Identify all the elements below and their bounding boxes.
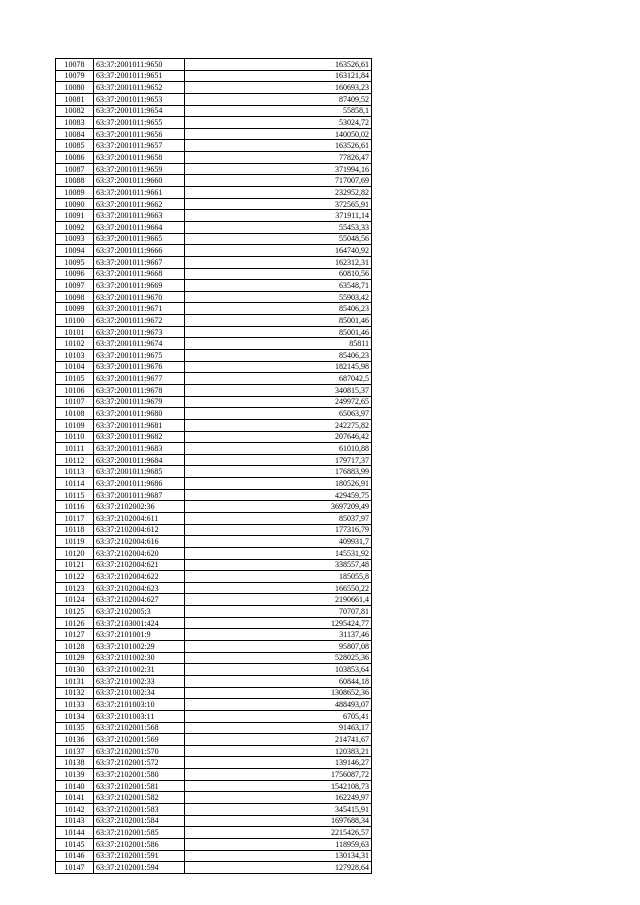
table-row	[56, 466, 372, 478]
table-row	[56, 827, 372, 839]
cadastral-number-cell: 63:37:2001011:9678	[94, 384, 185, 396]
row-number-cell: 10116	[56, 501, 94, 513]
row-number-cell: 10078	[56, 59, 94, 71]
table-row	[56, 210, 372, 222]
cadastral-number-cell: 63:37:2001011:9653	[94, 93, 185, 105]
value-cell: 145531,92	[185, 547, 372, 559]
table-row	[56, 606, 372, 618]
table-row	[56, 350, 372, 362]
cadastral-number-cell: 63:37:2101003:10	[94, 699, 185, 711]
cadastral-number-cell: 63:37:2102004:620	[94, 547, 185, 559]
value-cell: 61010,88	[185, 443, 372, 455]
cadastral-number-cell: 63:37:2101003:11	[94, 710, 185, 722]
value-cell: 371994,16	[185, 163, 372, 175]
cadastral-number-cell: 63:37:2102001:591	[94, 850, 185, 862]
table-row	[56, 838, 372, 850]
row-number-cell: 10123	[56, 582, 94, 594]
row-number-cell: 10109	[56, 419, 94, 431]
cadastral-number-cell: 63:37:2102001:569	[94, 734, 185, 746]
value-cell: 232952,82	[185, 187, 372, 199]
row-number-cell: 10080	[56, 82, 94, 94]
row-number-cell: 10127	[56, 629, 94, 641]
cadastral-number-cell: 63:37:2001011:9661	[94, 187, 185, 199]
row-number-cell: 10083	[56, 117, 94, 129]
cadastral-number-cell: 63:37:2102001:568	[94, 722, 185, 734]
table-row	[56, 536, 372, 548]
row-number-cell: 10110	[56, 431, 94, 443]
value-cell: 65063,97	[185, 408, 372, 420]
row-number-cell: 10124	[56, 594, 94, 606]
cadastral-number-cell: 63:37:2102004:621	[94, 559, 185, 571]
cadastral-number-cell: 63:37:2101002:29	[94, 641, 185, 653]
value-cell: 162249,97	[185, 792, 372, 804]
table-row	[56, 571, 372, 583]
value-cell: 242275,82	[185, 419, 372, 431]
table-row	[56, 221, 372, 233]
cadastral-number-cell: 63:37:2102001:581	[94, 780, 185, 792]
row-number-cell: 10107	[56, 396, 94, 408]
row-number-cell: 10125	[56, 606, 94, 618]
cadastral-number-cell: 63:37:2102001:594	[94, 862, 185, 874]
cadastral-number-cell: 63:37:2102004:611	[94, 512, 185, 524]
table-row	[56, 291, 372, 303]
table-row	[56, 582, 372, 594]
table-row	[56, 501, 372, 513]
value-cell: 140050,02	[185, 128, 372, 140]
table-row	[56, 734, 372, 746]
table-row	[56, 59, 372, 71]
row-number-cell: 10090	[56, 198, 94, 210]
cadastral-number-cell: 63:37:2001011:9655	[94, 117, 185, 129]
table-row	[56, 361, 372, 373]
table-row	[56, 152, 372, 164]
value-cell: 160693,23	[185, 82, 372, 94]
value-cell: 31137,46	[185, 629, 372, 641]
table-row	[56, 198, 372, 210]
row-number-cell: 10140	[56, 780, 94, 792]
value-cell: 6705,41	[185, 710, 372, 722]
row-number-cell: 10131	[56, 675, 94, 687]
row-number-cell: 10145	[56, 838, 94, 850]
row-number-cell: 10133	[56, 699, 94, 711]
table-row	[56, 93, 372, 105]
cadastral-number-cell: 63:37:2001011:9669	[94, 280, 185, 292]
table-row	[56, 594, 372, 606]
table-row	[56, 245, 372, 257]
row-number-cell: 10089	[56, 187, 94, 199]
row-number-cell: 10084	[56, 128, 94, 140]
value-cell: 1295424,77	[185, 617, 372, 629]
cadastral-number-cell: 63:37:2102001:586	[94, 838, 185, 850]
value-cell: 338557,48	[185, 559, 372, 571]
value-cell: 63548,71	[185, 280, 372, 292]
row-number-cell: 10097	[56, 280, 94, 292]
value-cell: 207646,42	[185, 431, 372, 443]
value-cell: 55903,42	[185, 291, 372, 303]
row-number-cell: 10136	[56, 734, 94, 746]
value-cell: 85406,23	[185, 350, 372, 362]
cadastral-number-cell: 63:37:2001011:9681	[94, 419, 185, 431]
table-row	[56, 489, 372, 501]
value-cell: 182145,98	[185, 361, 372, 373]
cadastral-number-cell: 63:37:2001011:9651	[94, 70, 185, 82]
row-number-cell: 10111	[56, 443, 94, 455]
value-cell: 87409,52	[185, 93, 372, 105]
cadastral-number-cell: 63:37:2001011:9666	[94, 245, 185, 257]
row-number-cell: 10120	[56, 547, 94, 559]
table-row	[56, 128, 372, 140]
cadastral-number-cell: 63:37:2102001:572	[94, 757, 185, 769]
value-cell: 2190661,4	[185, 594, 372, 606]
row-number-cell: 10138	[56, 757, 94, 769]
cadastral-number-cell: 63:37:2001011:9656	[94, 128, 185, 140]
cadastral-number-cell: 63:37:2101002:34	[94, 687, 185, 699]
value-cell: 687042,5	[185, 373, 372, 385]
value-cell: 164740,92	[185, 245, 372, 257]
table-row	[56, 710, 372, 722]
value-cell: 372565,91	[185, 198, 372, 210]
value-cell: 340815,37	[185, 384, 372, 396]
table-row	[56, 117, 372, 129]
cadastral-number-cell: 63:37:2001011:9659	[94, 163, 185, 175]
table-row	[56, 268, 372, 280]
row-number-cell: 10101	[56, 326, 94, 338]
value-cell: 127928,64	[185, 862, 372, 874]
cadastral-number-cell: 63:37:2001011:9679	[94, 396, 185, 408]
row-number-cell: 10087	[56, 163, 94, 175]
row-number-cell: 10137	[56, 745, 94, 757]
cadastral-number-cell: 63:37:2102004:616	[94, 536, 185, 548]
row-number-cell: 10081	[56, 93, 94, 105]
cadastral-number-cell: 63:37:2102001:583	[94, 804, 185, 816]
value-cell: 163526,61	[185, 140, 372, 152]
value-cell: 55048,56	[185, 233, 372, 245]
table-row	[56, 163, 372, 175]
row-number-cell: 10098	[56, 291, 94, 303]
row-number-cell: 10102	[56, 338, 94, 350]
cadastral-number-cell: 63:37:2101001:9	[94, 629, 185, 641]
table-row	[56, 280, 372, 292]
row-number-cell: 10082	[56, 105, 94, 117]
row-number-cell: 10094	[56, 245, 94, 257]
table-row	[56, 338, 372, 350]
value-cell: 1542108,73	[185, 780, 372, 792]
value-cell: 176883,99	[185, 466, 372, 478]
row-number-cell: 10085	[56, 140, 94, 152]
value-cell: 185055,8	[185, 571, 372, 583]
table-row	[56, 641, 372, 653]
row-number-cell: 10105	[56, 373, 94, 385]
table-row	[56, 175, 372, 187]
value-cell: 60810,56	[185, 268, 372, 280]
table-row	[56, 140, 372, 152]
row-number-cell: 10079	[56, 70, 94, 82]
value-cell: 528025,36	[185, 652, 372, 664]
cadastral-number-cell: 63:37:2001011:9670	[94, 291, 185, 303]
cadastral-number-cell: 63:37:2102001:584	[94, 815, 185, 827]
cadastral-number-cell: 63:37:2001011:9683	[94, 443, 185, 455]
row-number-cell: 10134	[56, 710, 94, 722]
cadastral-number-cell: 63:37:2102001:570	[94, 745, 185, 757]
row-number-cell: 10106	[56, 384, 94, 396]
data-table	[55, 58, 372, 874]
cadastral-number-cell: 63:37:2102004:612	[94, 524, 185, 536]
table-row	[56, 454, 372, 466]
row-number-cell: 10088	[56, 175, 94, 187]
table-row	[56, 675, 372, 687]
row-number-cell: 10117	[56, 512, 94, 524]
value-cell: 85406,23	[185, 303, 372, 315]
row-number-cell: 10100	[56, 315, 94, 327]
cadastral-number-cell: 63:37:2001011:9673	[94, 326, 185, 338]
value-cell: 130134,31	[185, 850, 372, 862]
value-cell: 85811	[185, 338, 372, 350]
table-row	[56, 815, 372, 827]
table-row	[56, 233, 372, 245]
value-cell: 2215426,57	[185, 827, 372, 839]
row-number-cell: 10114	[56, 478, 94, 490]
value-cell: 163121,84	[185, 70, 372, 82]
value-cell: 177316,79	[185, 524, 372, 536]
cadastral-number-cell: 63:37:2102001:585	[94, 827, 185, 839]
value-cell: 95807,08	[185, 641, 372, 653]
cadastral-number-cell: 63:37:2103001:424	[94, 617, 185, 629]
value-cell: 371911,14	[185, 210, 372, 222]
value-cell: 139146,27	[185, 757, 372, 769]
cadastral-number-cell: 63:37:2101002:30	[94, 652, 185, 664]
table-row	[56, 256, 372, 268]
table-row	[56, 70, 372, 82]
cadastral-number-cell: 63:37:2001011:9667	[94, 256, 185, 268]
table-row	[56, 687, 372, 699]
value-cell: 120383,21	[185, 745, 372, 757]
row-number-cell: 10113	[56, 466, 94, 478]
table-row	[56, 780, 372, 792]
value-cell: 180526,91	[185, 478, 372, 490]
table-row	[56, 303, 372, 315]
value-cell: 91463,17	[185, 722, 372, 734]
table-row	[56, 629, 372, 641]
table-row	[56, 547, 372, 559]
row-number-cell: 10104	[56, 361, 94, 373]
cadastral-number-cell: 63:37:2102004:627	[94, 594, 185, 606]
table-row	[56, 478, 372, 490]
table-row	[56, 524, 372, 536]
cadastral-number-cell: 63:37:2001011:9654	[94, 105, 185, 117]
table-row	[56, 396, 372, 408]
table-row	[56, 82, 372, 94]
cadastral-number-cell: 63:37:2001011:9672	[94, 315, 185, 327]
value-cell: 409931,7	[185, 536, 372, 548]
row-number-cell: 10118	[56, 524, 94, 536]
value-cell: 488493,07	[185, 699, 372, 711]
row-number-cell: 10095	[56, 256, 94, 268]
row-number-cell: 10128	[56, 641, 94, 653]
table-row	[56, 105, 372, 117]
cadastral-number-cell: 63:37:2102002:36	[94, 501, 185, 513]
table-row	[56, 617, 372, 629]
value-cell: 162312,31	[185, 256, 372, 268]
row-number-cell: 10119	[56, 536, 94, 548]
row-number-cell: 10108	[56, 408, 94, 420]
row-number-cell: 10091	[56, 210, 94, 222]
cadastral-number-cell: 63:37:2001011:9650	[94, 59, 185, 71]
cadastral-number-cell: 63:37:2101002:31	[94, 664, 185, 676]
table-row	[56, 664, 372, 676]
value-cell: 103853,64	[185, 664, 372, 676]
cadastral-number-cell: 63:37:2102001:582	[94, 792, 185, 804]
cadastral-number-cell: 63:37:2001011:9682	[94, 431, 185, 443]
table-row	[56, 431, 372, 443]
row-number-cell: 10143	[56, 815, 94, 827]
cadastral-number-cell: 63:37:2102004:623	[94, 582, 185, 594]
table-row	[56, 373, 372, 385]
row-number-cell: 10144	[56, 827, 94, 839]
table-row	[56, 769, 372, 781]
row-number-cell: 10086	[56, 152, 94, 164]
value-cell: 166550,22	[185, 582, 372, 594]
table-row	[56, 384, 372, 396]
row-number-cell: 10147	[56, 862, 94, 874]
row-number-cell: 10122	[56, 571, 94, 583]
value-cell: 1697688,34	[185, 815, 372, 827]
cadastral-number-cell: 63:37:2001011:9658	[94, 152, 185, 164]
row-number-cell: 10130	[56, 664, 94, 676]
value-cell: 429459,75	[185, 489, 372, 501]
table-row	[56, 315, 372, 327]
cadastral-number-cell: 63:37:2001011:9668	[94, 268, 185, 280]
row-number-cell: 10121	[56, 559, 94, 571]
value-cell: 85037,97	[185, 512, 372, 524]
cadastral-number-cell: 63:37:2102005:3	[94, 606, 185, 618]
row-number-cell: 10132	[56, 687, 94, 699]
cadastral-number-cell: 63:37:2001011:9680	[94, 408, 185, 420]
table-row	[56, 745, 372, 757]
table-row	[56, 699, 372, 711]
row-number-cell: 10112	[56, 454, 94, 466]
cadastral-number-cell: 63:37:2001011:9652	[94, 82, 185, 94]
cadastral-number-cell: 63:37:2001011:9674	[94, 338, 185, 350]
value-cell: 70707,81	[185, 606, 372, 618]
cadastral-number-cell: 63:37:2001011:9662	[94, 198, 185, 210]
value-cell: 60844,18	[185, 675, 372, 687]
value-cell: 345415,91	[185, 804, 372, 816]
row-number-cell: 10103	[56, 350, 94, 362]
row-number-cell: 10129	[56, 652, 94, 664]
value-cell: 1756087,72	[185, 769, 372, 781]
table-row	[56, 512, 372, 524]
table-body	[56, 59, 372, 874]
value-cell: 214741,67	[185, 734, 372, 746]
row-number-cell: 10092	[56, 221, 94, 233]
value-cell: 249972,65	[185, 396, 372, 408]
table-row	[56, 326, 372, 338]
table-row	[56, 757, 372, 769]
cadastral-number-cell: 63:37:2001011:9685	[94, 466, 185, 478]
row-number-cell: 10139	[56, 769, 94, 781]
value-cell: 118959,63	[185, 838, 372, 850]
cadastral-number-cell: 63:37:2001011:9660	[94, 175, 185, 187]
value-cell: 85001,46	[185, 315, 372, 327]
value-cell: 717007,69	[185, 175, 372, 187]
table-row	[56, 559, 372, 571]
value-cell: 55858,1	[185, 105, 372, 117]
cadastral-number-cell: 63:37:2001011:9665	[94, 233, 185, 245]
cadastral-number-cell: 63:37:2001011:9686	[94, 478, 185, 490]
cadastral-number-cell: 63:37:2001011:9677	[94, 373, 185, 385]
cadastral-number-cell: 63:37:2101002:33	[94, 675, 185, 687]
value-cell: 53024,72	[185, 117, 372, 129]
table-row	[56, 850, 372, 862]
cadastral-number-cell: 63:37:2001011:9687	[94, 489, 185, 501]
table-row	[56, 792, 372, 804]
table-row	[56, 408, 372, 420]
row-number-cell: 10099	[56, 303, 94, 315]
table-row	[56, 722, 372, 734]
cadastral-number-cell: 63:37:2001011:9663	[94, 210, 185, 222]
cadastral-number-cell: 63:37:2001011:9676	[94, 361, 185, 373]
row-number-cell: 10142	[56, 804, 94, 816]
value-cell: 85001,46	[185, 326, 372, 338]
table-row	[56, 652, 372, 664]
table-row	[56, 804, 372, 816]
table-row	[56, 862, 372, 874]
cadastral-number-cell: 63:37:2001011:9664	[94, 221, 185, 233]
row-number-cell: 10126	[56, 617, 94, 629]
row-number-cell: 10096	[56, 268, 94, 280]
row-number-cell: 10115	[56, 489, 94, 501]
table-row	[56, 419, 372, 431]
cadastral-number-cell: 63:37:2102001:580	[94, 769, 185, 781]
value-cell: 179717,37	[185, 454, 372, 466]
row-number-cell: 10135	[56, 722, 94, 734]
value-cell: 77826,47	[185, 152, 372, 164]
value-cell: 3697209,49	[185, 501, 372, 513]
table-row	[56, 443, 372, 455]
value-cell: 1308652,36	[185, 687, 372, 699]
row-number-cell: 10146	[56, 850, 94, 862]
cadastral-number-cell: 63:37:2001011:9684	[94, 454, 185, 466]
cadastral-number-cell: 63:37:2102004:622	[94, 571, 185, 583]
cadastral-number-cell: 63:37:2001011:9657	[94, 140, 185, 152]
value-cell: 163526,61	[185, 59, 372, 71]
cadastral-number-cell: 63:37:2001011:9671	[94, 303, 185, 315]
cadastral-number-cell: 63:37:2001011:9675	[94, 350, 185, 362]
value-cell: 55453,33	[185, 221, 372, 233]
row-number-cell: 10141	[56, 792, 94, 804]
row-number-cell: 10093	[56, 233, 94, 245]
table-row	[56, 187, 372, 199]
